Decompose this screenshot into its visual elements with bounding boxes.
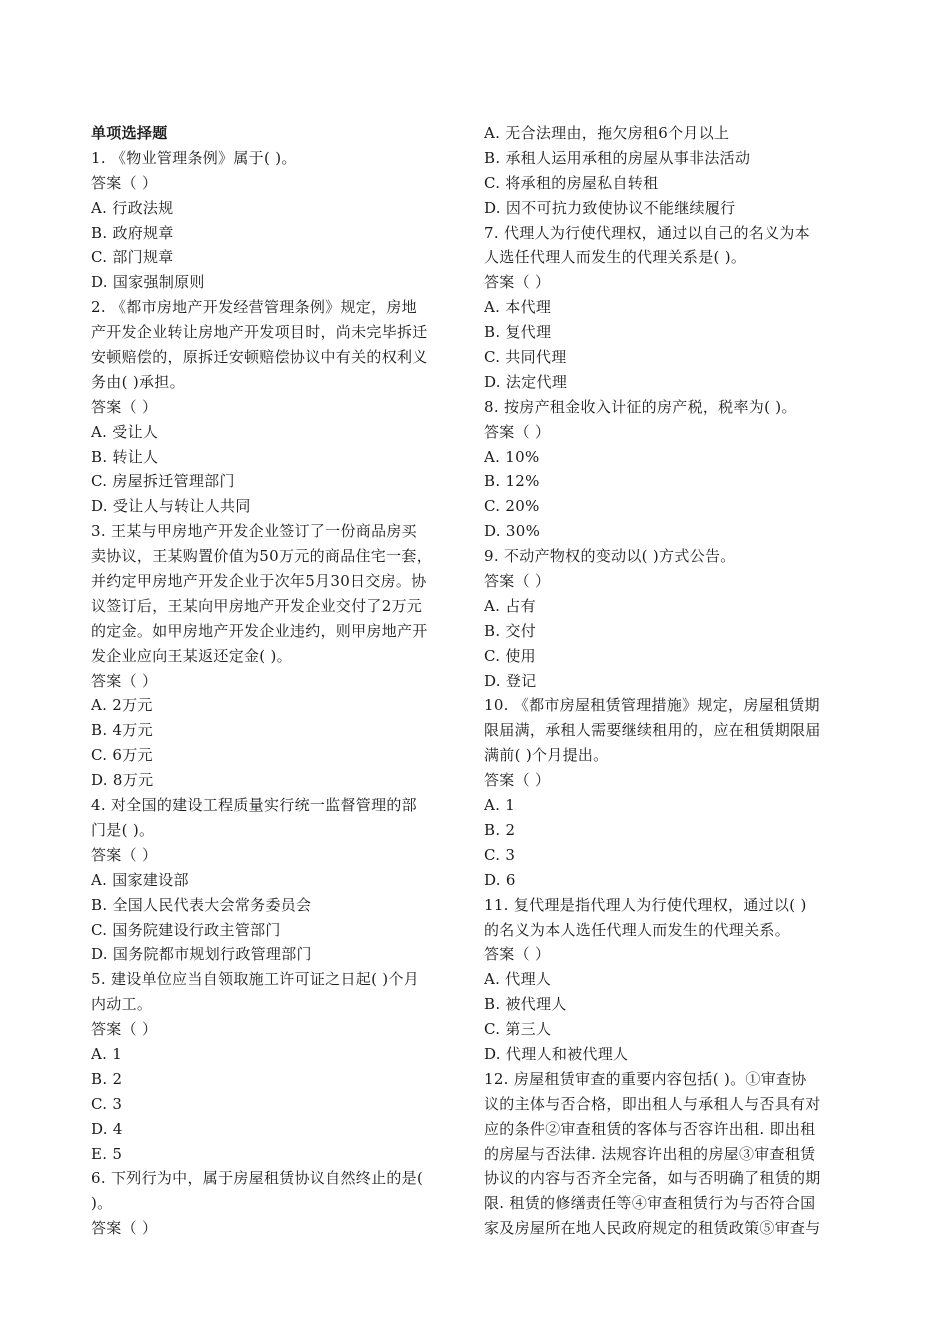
text-line: 答案（ ） <box>484 945 551 964</box>
paragraph-line: 的房屋与否法律. 法规容许出租的房屋③审查租赁 <box>484 1144 816 1163</box>
text-line: A. 本代理 <box>484 298 552 317</box>
paragraph-line: 人选任代理人而发生的代理关系是( )。 <box>484 248 747 267</box>
paragraph-line: 应的条件②审查租赁的客体与否容许出租. 即出租 <box>484 1119 816 1138</box>
text-line: 答案（ ） <box>91 671 158 690</box>
text-line: 答案（ ） <box>91 1020 158 1039</box>
paragraph-line: 卖协议，王某购置价值为50万元的商品住宅一套， <box>91 547 432 566</box>
text-line: C. 6万元 <box>91 746 153 765</box>
paragraph-line: 7. 代理人为行使代理权，通过以自己的名义为本 <box>484 223 810 242</box>
paragraph-line: 10. 《都市房屋租赁管理措施》规定，房屋租赁期 <box>484 696 820 715</box>
text-line: C. 3 <box>91 1094 123 1113</box>
text-line: C. 使用 <box>484 646 536 665</box>
paragraph-line: )。 <box>91 1194 113 1213</box>
paragraph-line: 满前( )个月提出。 <box>484 746 609 765</box>
paragraph-line: 11. 复代理是指代理人为行使代理权，通过以( ) <box>484 895 807 914</box>
question-paragraph <box>484 1067 860 1241</box>
text-line: A. 行政法规 <box>91 198 174 217</box>
text-line: 答案（ ） <box>484 422 551 441</box>
text-line: B. 2 <box>91 1069 123 1088</box>
paragraph-line: 务由( )承担。 <box>91 372 185 391</box>
paragraph-line: 发企业应向王某返还定金( )。 <box>91 646 292 665</box>
text-line: D. 国务院都市规划行政管理部门 <box>91 945 312 964</box>
paragraph-line: 门是( )。 <box>91 820 155 839</box>
paragraph-line: 3. 王某与甲房地产开发企业签订了一份商品房买 <box>91 522 417 541</box>
paragraph-line: 家及房屋所在地人民政府规定的租赁政策⑤审查与 <box>484 1219 821 1238</box>
text-line: 答案（ ） <box>91 845 158 864</box>
text-line: B. 2 <box>484 820 516 839</box>
text-line: 答案（ ） <box>484 572 551 591</box>
paragraph-line: 的名义为本人选任代理人而发生的代理关系。 <box>484 920 791 939</box>
paragraph-line: 内动工。 <box>91 995 153 1014</box>
text-line: C. 第三人 <box>484 1020 552 1039</box>
paragraph-line: 限. 租赁的修缮责任等④审查租赁行为与否符合国 <box>484 1194 816 1213</box>
text-line: A. 1 <box>484 796 516 815</box>
question-paragraph <box>484 893 860 943</box>
text-line: 答案（ ） <box>91 1219 158 1238</box>
text-line: D. 国家强制原则 <box>91 273 205 292</box>
text-line: D. 6 <box>484 870 516 889</box>
question-paragraph <box>91 967 467 1017</box>
question-paragraph <box>91 295 467 395</box>
question-paragraph <box>91 793 467 843</box>
text-line: 8. 按房产租金收入计征的房产税，税率为( )。 <box>484 397 797 416</box>
text-line: B. 复代理 <box>484 323 552 342</box>
text-line: D. 30% <box>484 522 541 541</box>
paragraph-line: 议签订后，王某向甲房地产开发企业交付了2万元 <box>91 596 423 615</box>
text-line: A. 受让人 <box>91 422 159 441</box>
paragraph-line: 2. 《都市房地产开发经营管理条例》规定，房地 <box>91 298 417 317</box>
paragraph-line: 5. 建设单位应当自领取施工许可证之日起( )个月 <box>91 970 420 989</box>
text-line: D. 因不可抗力致使协议不能继续履行 <box>484 198 736 217</box>
question-paragraph <box>91 1166 467 1216</box>
text-line: C. 20% <box>484 497 540 516</box>
text-line: A. 2万元 <box>91 696 153 715</box>
text-line: A. 国家建设部 <box>91 870 189 889</box>
text-line: 答案（ ） <box>484 771 551 790</box>
text-line: B. 政府规章 <box>91 223 174 242</box>
text-line: 1. 《物业管理条例》属于( )。 <box>91 148 297 167</box>
paragraph-line: 安顿赔偿的，原拆迁安顿赔偿协议中有关的权利义 <box>91 348 428 367</box>
paragraph-line: 的定金。如甲房地产开发企业违约，则甲房地产开 <box>91 621 428 640</box>
text-line: B. 12% <box>484 472 540 491</box>
question-paragraph <box>484 693 860 768</box>
text-line: C. 将承租的房屋私自转租 <box>484 173 659 192</box>
text-line: A. 占有 <box>484 596 536 615</box>
question-paragraph <box>91 519 467 668</box>
text-line: B. 全国人民代表大会常务委员会 <box>91 895 312 914</box>
text-line: B. 被代理人 <box>484 995 567 1014</box>
paragraph-line: 限届满，承租人需要继续租用的，应在租赁期限届 <box>484 721 821 740</box>
text-line: E. 5 <box>91 1144 123 1163</box>
text-line: B. 4万元 <box>91 721 153 740</box>
paragraph-line: 并约定甲房地产开发企业于次年5月30日交房。协 <box>91 572 427 591</box>
text-line: A. 无合法理由，拖欠房租6个月以上 <box>484 124 730 142</box>
text-line: D. 8万元 <box>91 771 154 790</box>
question-paragraph <box>484 221 860 271</box>
text-line: D. 登记 <box>484 671 537 690</box>
text-line: C. 3 <box>484 845 516 864</box>
paragraph-line: 4. 对全国的建设工程质量实行统一监督管理的部 <box>91 796 417 815</box>
text-line: 答案（ ） <box>484 273 551 292</box>
text-line: 答案（ ） <box>91 397 158 416</box>
text-line: C. 国务院建设行政主管部门 <box>91 920 281 939</box>
text-line: B. 转让人 <box>91 447 159 466</box>
paragraph-line: 6. 下列行为中，属于房屋租赁协议自然终止的是( <box>91 1169 424 1188</box>
text-line: B. 交付 <box>484 621 537 640</box>
text-line: D. 代理人和被代理人 <box>484 1044 629 1063</box>
text-line: B. 承租人运用承租的房屋从事非法活动 <box>484 148 751 167</box>
text-line: A. 代理人 <box>484 970 552 989</box>
text-line: 答案（ ） <box>91 173 158 192</box>
text-line: C. 房屋拆迁管理部门 <box>91 472 235 491</box>
paragraph-line: 协议的内容与否齐全完备，如与否明确了租赁的期 <box>484 1169 821 1188</box>
text-line: D. 受让人与转让人共同 <box>91 497 251 516</box>
paragraph-line: 12. 房屋租赁审查的重要内容包括( )。①审查协 <box>484 1069 807 1088</box>
section-title: 单项选择题 <box>91 124 168 142</box>
text-line: C. 部门规章 <box>91 248 174 267</box>
text-line: A. 10% <box>484 447 540 466</box>
text-line: A. 1 <box>91 1044 123 1063</box>
text-line: D. 4 <box>91 1119 123 1138</box>
right-column <box>484 121 860 1241</box>
left-column <box>91 121 467 1241</box>
text-line: D. 法定代理 <box>484 372 568 391</box>
text-line: 9. 不动产物权的变动以( )方式公告。 <box>484 547 736 566</box>
paragraph-line: 议的主体与否合格，即出租人与承租人与否具有对 <box>484 1094 821 1113</box>
paragraph-line: 产开发企业转让房地产开发项目时，尚未完毕拆迁 <box>91 323 428 342</box>
text-line: C. 共同代理 <box>484 348 567 367</box>
